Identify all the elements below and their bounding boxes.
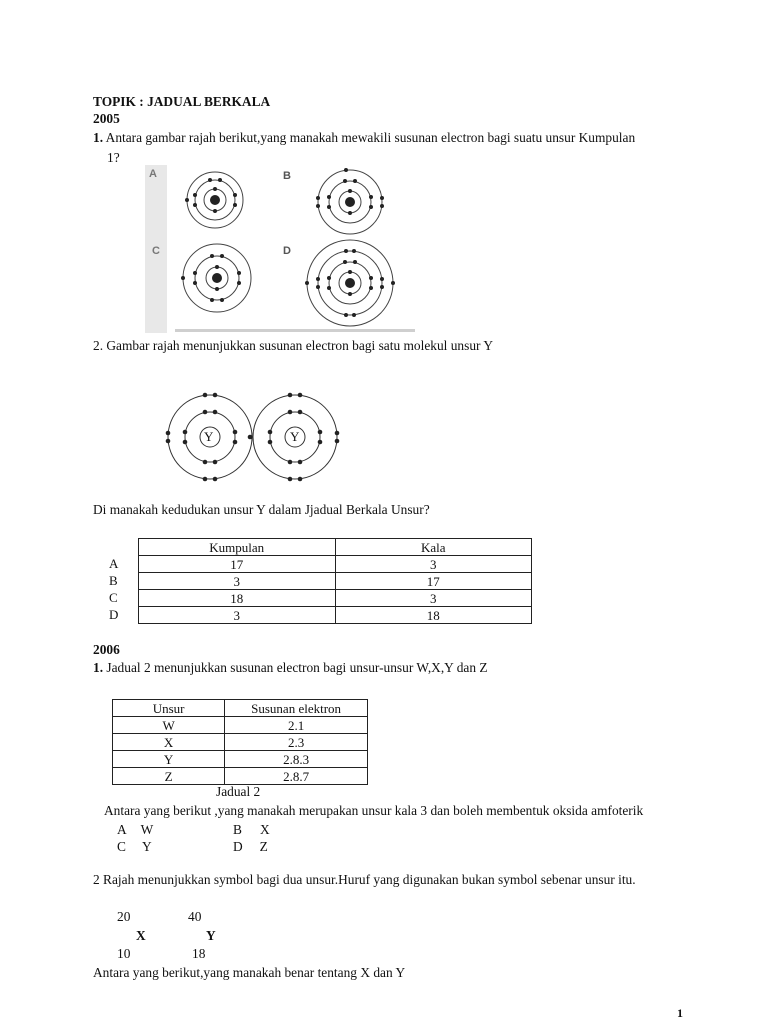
table-row [113, 734, 368, 751]
table-row [139, 590, 532, 607]
question-2005-2: 2. Gambar rajah menunjukkan susunan electron bagi satu molekul unsur Y [93, 338, 494, 353]
option-label-b: B [283, 170, 291, 182]
kumpulan-kala-table [138, 538, 532, 624]
year-heading-2005: 2005 [93, 111, 120, 126]
column-header-unsur: Unsur [113, 700, 225, 717]
question-text: Jadual 2 menunjukkan susunan electron bagi unsur-unsur W,X,Y dan Z [103, 660, 488, 675]
option-letter: B [233, 822, 242, 837]
option-letter: A [117, 822, 127, 837]
table-cell: 3 [335, 590, 532, 607]
answer-option-a [117, 822, 153, 838]
option-value: Z [259, 839, 268, 854]
question-2006-2-prompt: Antara yang berikut,yang manakah benar tentang X dan Y [93, 965, 406, 980]
column-header-kala: Kala [335, 539, 532, 556]
question-number: 1. [93, 660, 104, 675]
table-cell: Z [113, 768, 225, 785]
atom-option-d [305, 240, 395, 326]
question-2005-2-prompt: Di manakah kedudukan unsur Y dalam Jjadual Berkala Unsur? [93, 502, 430, 517]
question-number: 1. [93, 130, 104, 145]
atom-label-left: Y [204, 429, 214, 444]
table-row [139, 573, 532, 590]
option-value: X [259, 822, 270, 837]
table-cell: 18 [335, 607, 532, 624]
option-value: Y [141, 839, 152, 854]
page-title: TOPIK : JADUAL BERKALA [93, 94, 271, 109]
atom-option-b [316, 168, 384, 234]
option-letter: D [233, 839, 243, 854]
option-letter: B [109, 573, 118, 588]
question-2006-2: 2 Rajah menunjukkan symbol bagi dua unsur.Huruf yang digunakan bukan symbol sebenar unsur itu. [93, 872, 636, 887]
option-label-d: D [283, 245, 291, 257]
question-text: Antara gambar rajah berikut,yang manakah mewakili susunan electron bagi suatu unsur Kumpulan [103, 130, 636, 145]
answer-option-d [233, 839, 268, 855]
table-row [113, 768, 368, 785]
atom-option-a [185, 172, 243, 228]
element-y-proton-number: 18 [192, 946, 206, 961]
table-cell: 2.1 [225, 717, 368, 734]
table-cell: 2.3 [225, 734, 368, 751]
element-x-mass-number: 20 [117, 909, 131, 924]
table-cell: 2.8.7 [225, 768, 368, 785]
table-cell: 18 [139, 590, 336, 607]
element-x-proton-number: 10 [117, 946, 131, 961]
table-row [139, 607, 532, 624]
electron-configuration-options-figure [145, 165, 415, 335]
atom-label-right: Y [290, 429, 300, 444]
question-2005-1 [93, 130, 635, 146]
table-cell: 3 [139, 607, 336, 624]
element-x-symbol: X [136, 928, 146, 943]
option-label-c: C [152, 245, 160, 257]
table-cell: 3 [335, 556, 532, 573]
question-2006-1-prompt: Antara yang berikut ,yang manakah merupakan unsur kala 3 dan boleh membentuk oksida amfoterik [104, 803, 644, 818]
table-row [113, 751, 368, 768]
table-header-row [113, 700, 368, 717]
table-cell: X [113, 734, 225, 751]
column-header-susunan: Susunan elektron [225, 700, 368, 717]
option-letter: C [117, 839, 126, 854]
table-row [139, 556, 532, 573]
option-letters-2005-2 [109, 555, 129, 623]
year-heading-2006: 2006 [93, 642, 120, 657]
table-caption: Jadual 2 [216, 784, 261, 799]
element-y-mass-number: 40 [188, 909, 202, 924]
question-2006-1 [93, 660, 488, 676]
option-letter: C [109, 590, 118, 605]
table-header-row [139, 539, 532, 556]
y-molecule-electron-diagram [155, 385, 350, 485]
answer-option-b [233, 822, 270, 838]
element-y-symbol: Y [206, 928, 216, 943]
page-number: 1 [677, 1006, 683, 1020]
option-letter: D [109, 607, 119, 622]
table-cell: W [113, 717, 225, 734]
table-cell: Y [113, 751, 225, 768]
option-value: W [140, 822, 154, 837]
table-cell: 17 [335, 573, 532, 590]
column-header-kumpulan: Kumpulan [139, 539, 336, 556]
option-label-a: A [149, 168, 157, 180]
table-row [113, 717, 368, 734]
answer-option-c [117, 839, 152, 855]
option-letter: A [109, 556, 119, 571]
table-cell: 2.8.3 [225, 751, 368, 768]
question-2005-1-cont: 1? [107, 150, 120, 165]
susunan-elektron-table [112, 699, 368, 785]
table-cell: 17 [139, 556, 336, 573]
atom-option-c [181, 244, 251, 312]
table-cell: 3 [139, 573, 336, 590]
